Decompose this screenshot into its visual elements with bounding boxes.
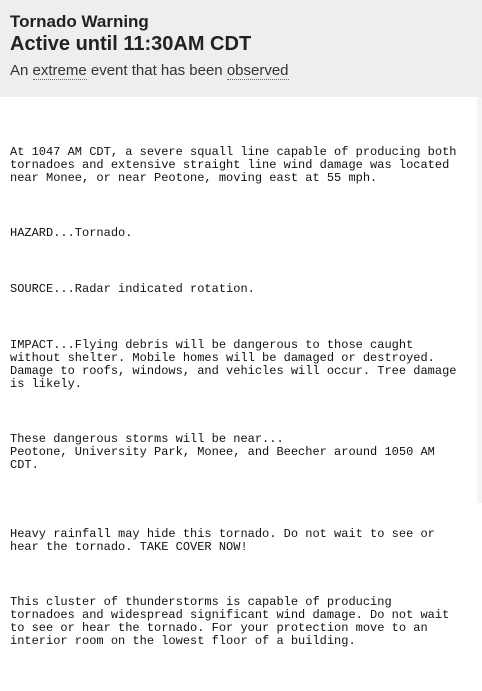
alert-paragraph-intro: At 1047 AM CDT, a severe squall line capable of producing both tornadoes and extensive straight line wind damage was located near Monee, or near Peotone, moving east at 55 mph. bbox=[10, 144, 457, 185]
alert-event-name: Tornado Warning bbox=[10, 12, 149, 31]
scrollbar[interactable] bbox=[477, 97, 482, 503]
alert-paragraph-rainfall: Heavy rainfall may hide this tornado. Do not wait to see or hear the tornado. TAKE COVER NOW! bbox=[10, 526, 435, 554]
certainty-term[interactable]: observed bbox=[226, 62, 289, 79]
alert-paragraph-source: SOURCE...Radar indicated rotation. bbox=[10, 282, 255, 297]
alert-body bbox=[0, 97, 472, 691]
summary-middle: event that has been bbox=[86, 62, 227, 79]
summary-prefix: An bbox=[10, 62, 33, 79]
severity-term[interactable]: extreme bbox=[32, 62, 87, 79]
alert-active-until: Active until 11:30AM CDT bbox=[10, 33, 252, 55]
alert-paragraph-precautions: This cluster of thunderstorms is capable of producing tornadoes and widespread significant wind damage. Do not wait to see or hear the tornado. For your protection move to an interior room on the lowest floor of a building. bbox=[10, 595, 450, 648]
alert-summary bbox=[10, 61, 472, 81]
alert-paragraph-impact: IMPACT...Flying debris will be dangerous to those caught without shelter. Mobile homes will be damaged or destroyed. Damage to roofs, windows, and vehicles will occur. Tree damage is likely. bbox=[10, 337, 457, 391]
alert-paragraph-locations: These dangerous storms will be near... Peotone, University Park, Monee, and Beecher around 1050 AM CDT. bbox=[10, 432, 435, 473]
alert-body-scroll[interactable] bbox=[0, 97, 482, 648]
alert-header bbox=[0, 0, 482, 97]
alert-paragraph-hazard: HAZARD...Tornado. bbox=[10, 226, 133, 241]
